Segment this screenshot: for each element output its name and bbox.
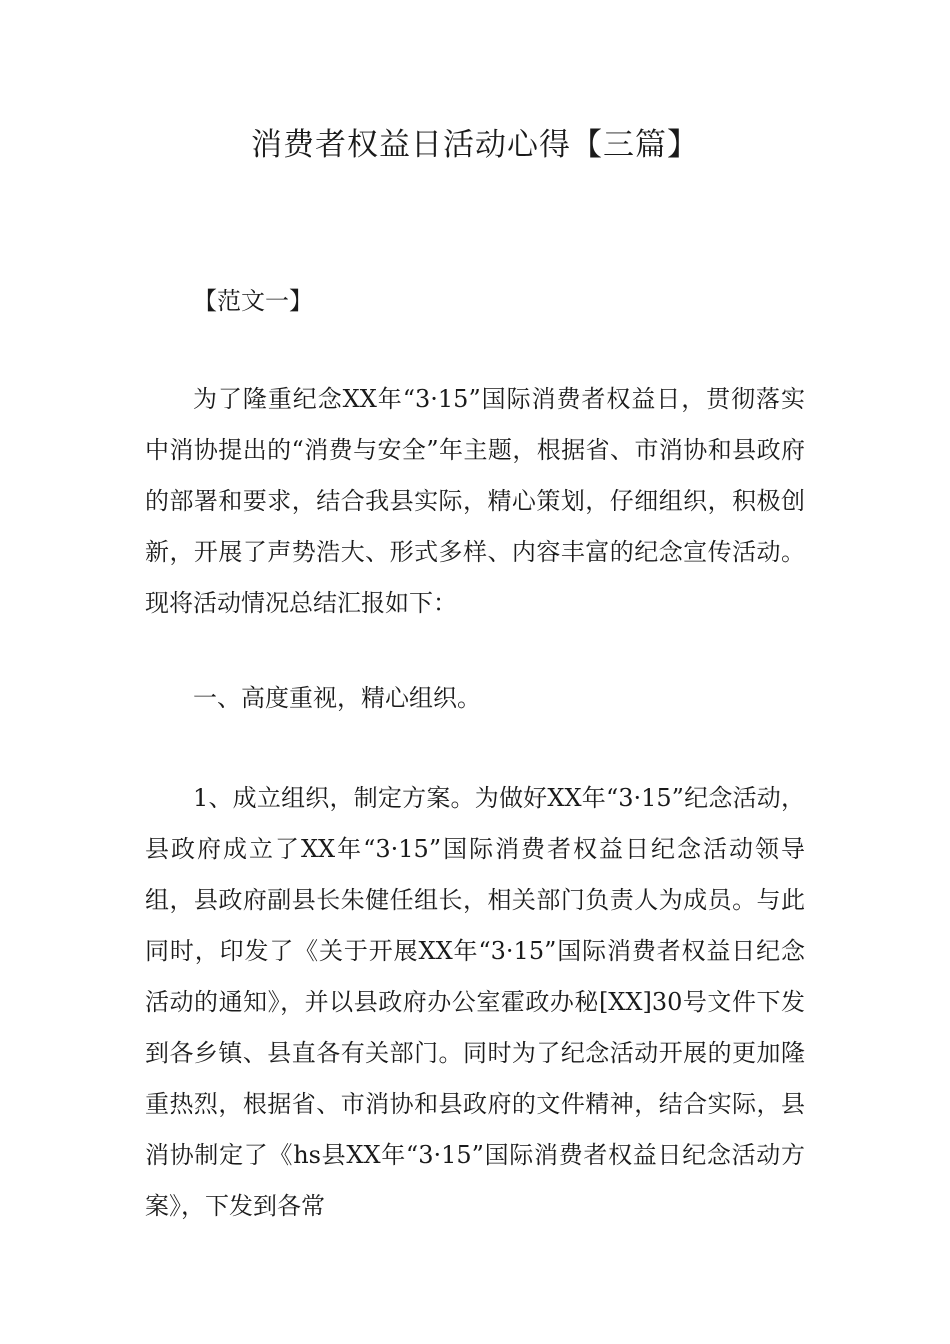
section-label: 【范文一】 [193,287,313,315]
paragraph-one: 1、成立组织，制定方案。为做好XX年“3·15”纪念活动，县政府成立了XX年“3·15”国际消费者权益日纪念活动领导组，县政府副县长朱健任组长，相关部门负责人为成员。与此同时，印发了《关于开展XX年“3·15”国际消费者权益日纪念活动的通知》，并以县政府办公室霍政办秘[XX]30号文件下发到各乡镇、县直各有关部门。同时为了纪念活动开展的更加隆重热烈，根据省、市消协和县政府的文件精神，结合实际，县消协制定了《hs县XX年“3·15”国际消费者权益日纪念活动方案》，下发到各常 [145,784,805,1220]
document-title: 消费者权益日活动心得【三篇】 [251,127,699,163]
intro-paragraph: 为了隆重纪念XX年“3·15”国际消费者权益日，贯彻落实中消协提出的“消费与安全”年主题，根据省、市消协和县政府的部署和要求，结合我县实际，精心策划，仔细组织，积极创新，开展了声势浩大、形式多样、内容丰富的纪念宣传活动。现将活动情况总结汇报如下： [145,385,805,617]
section-heading-one: 一、高度重视，精心组织。 [193,684,481,712]
